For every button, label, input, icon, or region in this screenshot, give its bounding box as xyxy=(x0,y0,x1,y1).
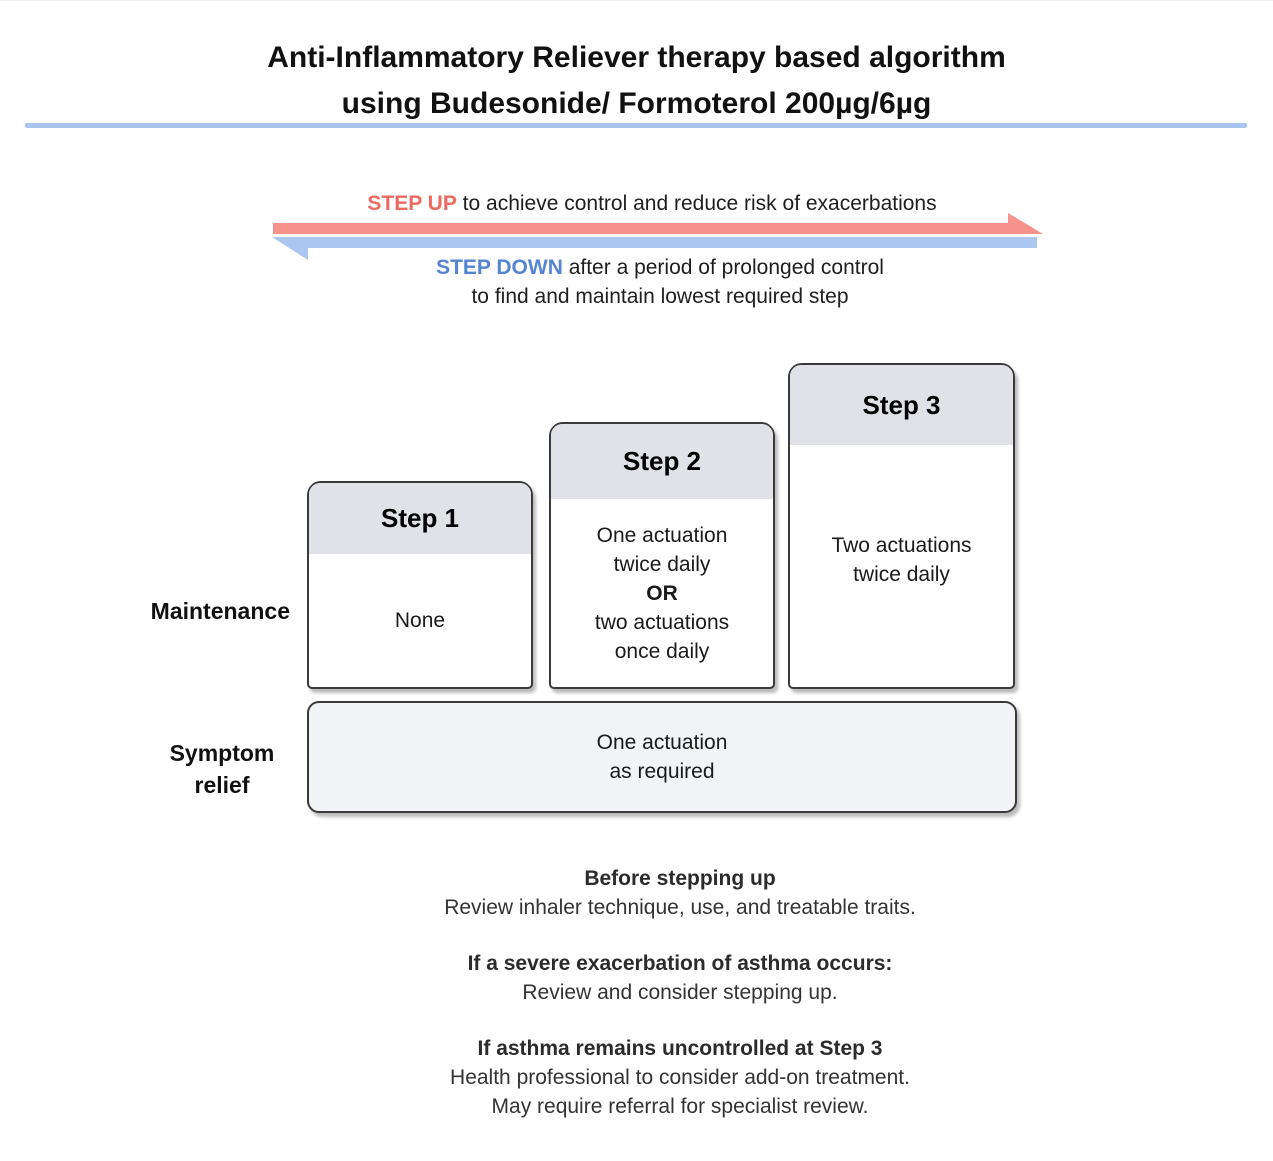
step-down-caption-line2: to find and maintain lowest required step xyxy=(471,285,849,308)
maintenance-row-label: Maintenance xyxy=(150,598,290,624)
symptom-relief-line2: as required xyxy=(609,760,715,783)
symptom-relief-row-label xyxy=(122,737,322,801)
page-title-line2: using Budesonide/ Formoterol 200µg/6µg xyxy=(341,87,932,120)
step-down-caption-line1 xyxy=(280,253,1040,282)
step-3-line: Two actuations xyxy=(831,534,972,557)
step-up-arrow-bar xyxy=(273,223,1013,234)
note-uncontrolled-step3 xyxy=(80,1034,1273,1121)
step-up-label: STEP UP xyxy=(367,192,457,215)
step-up-arrow-head xyxy=(1008,213,1043,234)
note-body-line: Review and consider stepping up. xyxy=(522,981,838,1004)
step-1-box xyxy=(307,481,533,689)
step-2-line: twice daily xyxy=(613,552,711,576)
step-2-header: Step 2 xyxy=(551,424,773,499)
step-2-line: once daily xyxy=(614,639,710,663)
footnotes xyxy=(80,864,1273,1148)
symptom-relief-row-label-line2: relief xyxy=(194,772,250,798)
step-down-text: after a period of prolonged control xyxy=(562,256,884,279)
note-body-line: May require referral for specialist review. xyxy=(491,1095,869,1118)
step-2-maintenance xyxy=(551,499,773,687)
symptom-relief-box xyxy=(307,701,1017,813)
symptom-relief-line1: One actuation xyxy=(596,731,728,754)
note-heading: If a severe exacerbation of asthma occurs: xyxy=(467,952,893,975)
step-2-line: One actuation xyxy=(596,523,728,547)
step-3-box xyxy=(788,363,1015,689)
step-1-maintenance xyxy=(309,554,531,687)
step-down-caption xyxy=(280,253,1040,311)
step-3-line: twice daily xyxy=(853,563,950,586)
note-body-line: Review inhaler technique, use, and treatable traits. xyxy=(444,896,916,919)
title-underline xyxy=(25,123,1247,128)
page-title xyxy=(0,35,1273,127)
note-body-line: Health professional to consider add-on treatment. xyxy=(450,1066,910,1089)
step-down-label: STEP DOWN xyxy=(436,256,563,279)
step-2-line: two actuations xyxy=(594,610,730,634)
page-title-line1: Anti-Inflammatory Reliever therapy based algorithm xyxy=(267,41,1006,74)
step-3-header: Step 3 xyxy=(790,365,1013,445)
step-down-arrow-bar xyxy=(302,237,1037,248)
step-2-or: OR xyxy=(646,581,678,605)
step-1-header: Step 1 xyxy=(309,483,531,554)
note-before-stepping-up xyxy=(80,864,1273,922)
note-heading: If asthma remains uncontrolled at Step 3 xyxy=(477,1037,883,1060)
step-3-maintenance xyxy=(790,445,1013,687)
step-up-text: to achieve control and reduce risk of exacerbations xyxy=(456,192,937,215)
symptom-relief-row-label-line1: Symptom xyxy=(169,740,275,766)
step-1-line: None xyxy=(394,609,446,632)
step-2-box xyxy=(549,422,775,689)
note-heading: Before stepping up xyxy=(584,867,776,890)
note-severe-exacerbation xyxy=(80,949,1273,1007)
